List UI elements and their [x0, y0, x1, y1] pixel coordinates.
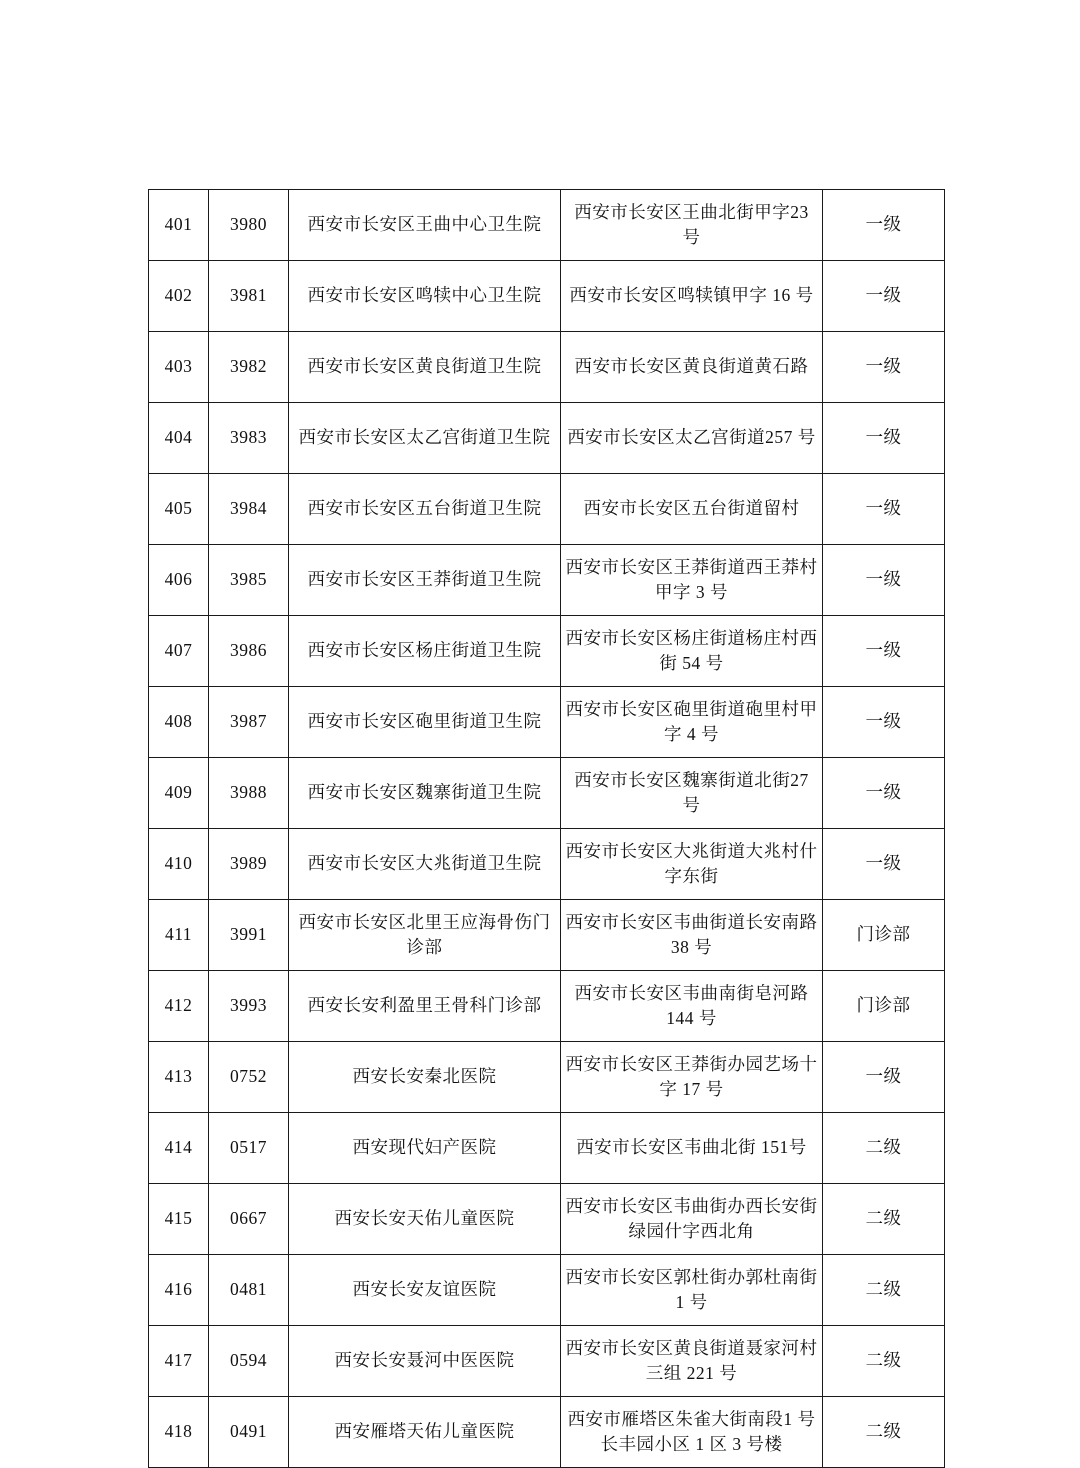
institution-level-cell: 一级: [823, 261, 945, 332]
institution-code-cell: 0491: [209, 1397, 289, 1468]
institution-address-cell: 西安市长安区韦曲北街 151号: [561, 1113, 823, 1184]
row-index-cell: 405: [149, 474, 209, 545]
institution-code-cell: 3993: [209, 971, 289, 1042]
institution-level-cell: 二级: [823, 1113, 945, 1184]
institution-level-cell: 一级: [823, 545, 945, 616]
table-row: [149, 1255, 945, 1326]
institution-code-cell: 3991: [209, 900, 289, 971]
table-row: [149, 332, 945, 403]
institution-address-cell: 西安市长安区太乙宫街道257 号: [561, 403, 823, 474]
institution-name-cell: 西安市长安区砲里街道卫生院: [289, 687, 561, 758]
table-row: [149, 1042, 945, 1113]
institution-name-cell: 西安市长安区鸣犊中心卫生院: [289, 261, 561, 332]
institution-name-cell: 西安长安聂河中医医院: [289, 1326, 561, 1397]
institution-code-cell: 0752: [209, 1042, 289, 1113]
table-row: [149, 616, 945, 687]
institution-name-cell: 西安市长安区北里王应海骨伤门诊部: [289, 900, 561, 971]
row-index-cell: 415: [149, 1184, 209, 1255]
institution-name-cell: 西安市长安区五台街道卫生院: [289, 474, 561, 545]
institution-address-cell: 西安市长安区五台街道留村: [561, 474, 823, 545]
institution-code-cell: 3983: [209, 403, 289, 474]
table-row: [149, 971, 945, 1042]
institution-code-cell: 3986: [209, 616, 289, 687]
institution-name-cell: 西安市长安区杨庄街道卫生院: [289, 616, 561, 687]
row-index-cell: 413: [149, 1042, 209, 1113]
institution-name-cell: 西安长安利盈里王骨科门诊部: [289, 971, 561, 1042]
institution-name-cell: 西安长安友谊医院: [289, 1255, 561, 1326]
institution-code-cell: 3980: [209, 190, 289, 261]
institution-code-cell: 3988: [209, 758, 289, 829]
table-row: [149, 829, 945, 900]
institution-level-cell: 二级: [823, 1326, 945, 1397]
row-index-cell: 408: [149, 687, 209, 758]
row-index-cell: 417: [149, 1326, 209, 1397]
institution-address-cell: 西安市长安区黄良街道聂家河村三组 221 号: [561, 1326, 823, 1397]
table-row: [149, 687, 945, 758]
table-row: [149, 900, 945, 971]
institution-level-cell: 一级: [823, 1042, 945, 1113]
institution-level-cell: 一级: [823, 687, 945, 758]
institution-address-cell: 西安市长安区砲里街道砲里村甲字 4 号: [561, 687, 823, 758]
medical-institutions-table-wrap: [148, 189, 944, 1468]
institution-address-cell: 西安市长安区韦曲街道长安南路 38 号: [561, 900, 823, 971]
table-row: [149, 261, 945, 332]
institution-code-cell: 0667: [209, 1184, 289, 1255]
institution-level-cell: 二级: [823, 1184, 945, 1255]
medical-institutions-table: [148, 189, 945, 1468]
institution-name-cell: 西安市长安区大兆街道卫生院: [289, 829, 561, 900]
row-index-cell: 402: [149, 261, 209, 332]
table-row: [149, 474, 945, 545]
row-index-cell: 411: [149, 900, 209, 971]
institution-code-cell: 0517: [209, 1113, 289, 1184]
institution-code-cell: 3984: [209, 474, 289, 545]
table-row: [149, 1184, 945, 1255]
row-index-cell: 418: [149, 1397, 209, 1468]
institution-level-cell: 一级: [823, 190, 945, 261]
institution-code-cell: 3981: [209, 261, 289, 332]
institution-address-cell: 西安市长安区魏寨街道北街27 号: [561, 758, 823, 829]
table-row: [149, 403, 945, 474]
institution-name-cell: 西安市长安区王曲中心卫生院: [289, 190, 561, 261]
row-index-cell: 406: [149, 545, 209, 616]
institution-level-cell: 一级: [823, 758, 945, 829]
institution-name-cell: 西安市长安区黄良街道卫生院: [289, 332, 561, 403]
row-index-cell: 407: [149, 616, 209, 687]
institution-code-cell: 0594: [209, 1326, 289, 1397]
institution-level-cell: 一级: [823, 403, 945, 474]
institution-address-cell: 西安市长安区郭杜街办郭杜南街 1 号: [561, 1255, 823, 1326]
row-index-cell: 409: [149, 758, 209, 829]
institution-name-cell: 西安市长安区王莽街道卫生院: [289, 545, 561, 616]
institution-code-cell: 0481: [209, 1255, 289, 1326]
institution-address-cell: 西安市长安区杨庄街道杨庄村西街 54 号: [561, 616, 823, 687]
institution-address-cell: 西安市长安区韦曲南街皂河路 144 号: [561, 971, 823, 1042]
institution-address-cell: 西安市长安区王莽街道西王莽村甲字 3 号: [561, 545, 823, 616]
institution-code-cell: 3989: [209, 829, 289, 900]
institution-address-cell: 西安市长安区韦曲街办西长安街绿园什字西北角: [561, 1184, 823, 1255]
institution-code-cell: 3987: [209, 687, 289, 758]
row-index-cell: 410: [149, 829, 209, 900]
institution-address-cell: 西安市雁塔区朱雀大街南段1 号长丰园小区 1 区 3 号楼: [561, 1397, 823, 1468]
institution-level-cell: 一级: [823, 616, 945, 687]
institution-name-cell: 西安现代妇产医院: [289, 1113, 561, 1184]
table-row: [149, 1397, 945, 1468]
institution-address-cell: 西安市长安区王曲北街甲字23 号: [561, 190, 823, 261]
institution-address-cell: 西安市长安区黄良街道黄石路: [561, 332, 823, 403]
institution-level-cell: 门诊部: [823, 971, 945, 1042]
table-row: [149, 1326, 945, 1397]
row-index-cell: 403: [149, 332, 209, 403]
institution-name-cell: 西安市长安区太乙宫街道卫生院: [289, 403, 561, 474]
table-row: [149, 545, 945, 616]
institution-level-cell: 一级: [823, 332, 945, 403]
row-index-cell: 404: [149, 403, 209, 474]
institution-address-cell: 西安市长安区大兆街道大兆村什字东街: [561, 829, 823, 900]
institution-address-cell: 西安市长安区王莽街办园艺场十字 17 号: [561, 1042, 823, 1113]
institution-level-cell: 二级: [823, 1255, 945, 1326]
institution-name-cell: 西安市长安区魏寨街道卫生院: [289, 758, 561, 829]
institution-level-cell: 二级: [823, 1397, 945, 1468]
institution-address-cell: 西安市长安区鸣犊镇甲字 16 号: [561, 261, 823, 332]
row-index-cell: 416: [149, 1255, 209, 1326]
table-row: [149, 1113, 945, 1184]
institution-code-cell: 3982: [209, 332, 289, 403]
row-index-cell: 412: [149, 971, 209, 1042]
row-index-cell: 414: [149, 1113, 209, 1184]
row-index-cell: 401: [149, 190, 209, 261]
institution-code-cell: 3985: [209, 545, 289, 616]
institution-level-cell: 一级: [823, 474, 945, 545]
institution-name-cell: 西安雁塔天佑儿童医院: [289, 1397, 561, 1468]
institution-level-cell: 一级: [823, 829, 945, 900]
institution-level-cell: 门诊部: [823, 900, 945, 971]
institution-name-cell: 西安长安天佑儿童医院: [289, 1184, 561, 1255]
table-row: [149, 190, 945, 261]
table-row: [149, 758, 945, 829]
institution-name-cell: 西安长安秦北医院: [289, 1042, 561, 1113]
